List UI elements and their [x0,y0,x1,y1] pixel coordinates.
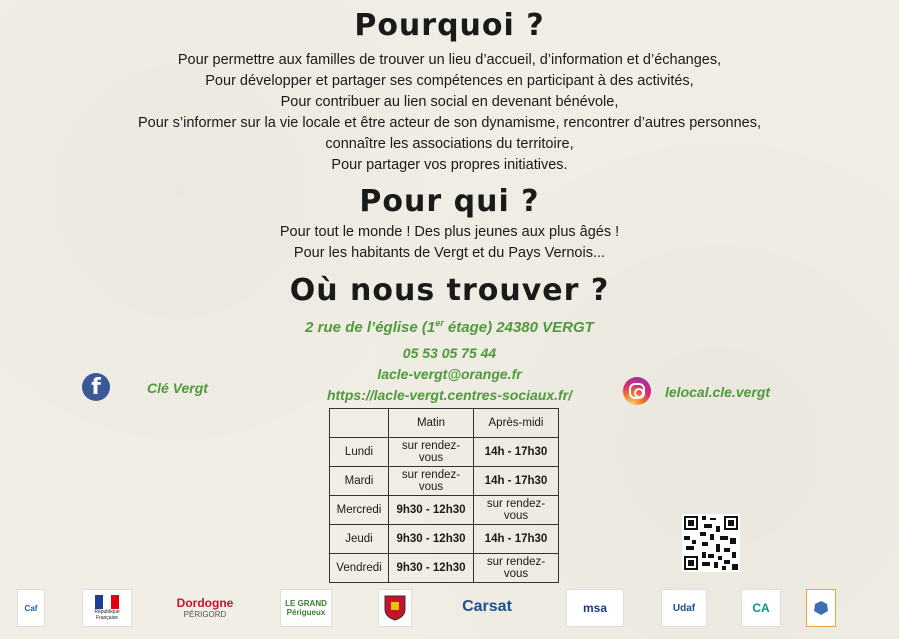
republique-flag-icon [95,595,119,609]
day-cell: Mercredi [330,496,389,525]
grand-perigueux-logo [280,589,332,627]
instagram-icon[interactable] [623,377,651,405]
hours-table [329,408,559,583]
pourqui-line: Pour tout le monde ! Des plus jeunes aux plus âgés ! [279,224,620,240]
facebook-icon[interactable]: f [82,373,110,401]
aprem-cell: sur rendez-vous [474,554,559,583]
website-link[interactable]: https://lacle-vergt.centres-sociaux.fr/ [326,387,573,403]
address-part: étage) 24380 VERGT [443,319,594,336]
dordogne-logo [166,589,244,625]
matin-cell: 9h30 - 12h30 [389,525,474,554]
pourquoi-line: Pour s’informer sur la vie locale et être acteur de son dynamisme, rencontrer d’autres personnes, [138,115,761,131]
table-row [330,554,559,583]
address [0,318,899,336]
aprem-cell: 14h - 17h30 [474,467,559,496]
table-row [330,525,559,554]
email-link[interactable]: lacle-vergt@orange.fr [377,366,522,382]
table-header-cell: Matin [389,409,474,438]
perigord-logo-text: PÉRIGORD [183,609,227,619]
day-cell: Lundi [330,438,389,467]
instagram-dot [634,388,644,398]
instagram-name[interactable]: lelocal.cle.vergt [665,384,771,400]
pourquoi-title: Pourquoi ? [354,8,545,43]
pourqui-text [0,222,899,264]
credit-agricole-logo [741,589,781,627]
address-sup: er [435,318,444,328]
pourquoi-line: Pour permettre aux familles de trouver un lieu d’accueil, d’information et d’échanges, [177,52,722,68]
dordogne-logo-text: Dordogne [176,595,234,610]
trouver-title: Où nous trouver ? [289,273,610,308]
aprem-cell: sur rendez-vous [474,496,559,525]
republique-logo-text: République Française [94,609,120,621]
caf-logo [17,589,45,627]
day-cell: Mardi [330,467,389,496]
vergt-crest-icon [378,589,412,627]
facebook-name[interactable]: Clé Vergt [147,380,208,396]
aprem-cell: 14h - 17h30 [474,525,559,554]
address-part: 2 rue de l’église (1 [305,319,436,336]
carsat-logo [449,589,525,625]
carsat-logo-text: Carsat [462,598,512,615]
qr-code-graphic [682,514,740,572]
day-cell: Jeudi [330,525,389,554]
caf-logo-text: Caf [24,603,38,613]
table-row [330,438,559,467]
pourquoi-line: Pour contribuer au lien social en devenant bénévole, [280,94,619,110]
matin-cell: sur rendez-vous [389,438,474,467]
pourqui-line: Pour les habitants de Vergt et du Pays Vernois... [293,245,606,261]
pourqui-title: Pour qui ? [359,184,540,219]
pourquoi-line: Pour partager vos propres initiatives. [331,157,568,173]
pourquoi-line: Pour développer et partager ses compétences en participant à des activités, [205,73,694,89]
day-cell: Vendredi [330,554,389,583]
msa-logo [566,589,624,627]
udaf-logo [661,589,707,627]
credit-agricole-logo-text: CA [752,601,770,615]
region-map-icon [812,599,830,617]
pourquoi-line: connaître les associations du territoire, [325,136,574,152]
republique-logo [82,589,132,627]
shield-icon [384,595,406,621]
msa-logo-text: msa [582,601,608,615]
phone[interactable]: 05 53 05 75 44 [402,345,497,361]
matin-cell: sur rendez-vous [389,467,474,496]
aprem-cell: 14h - 17h30 [474,438,559,467]
region-badge-icon [806,589,836,627]
pourquoi-text [0,50,899,176]
table-header-cell: Après-midi [474,409,559,438]
grand-perigueux-logo-text: LE GRAND Périgueux [285,599,327,617]
trouver-section [0,273,899,308]
pourquoi-section [0,8,899,43]
matin-cell: 9h30 - 12h30 [389,554,474,583]
table-row [330,467,559,496]
udaf-logo-text: Udaf [672,602,696,614]
pourqui-section [0,184,899,219]
matin-cell: 9h30 - 12h30 [389,496,474,525]
table-header-row [330,409,559,438]
qr-code-icon[interactable] [682,514,740,572]
table-header-cell [330,409,389,438]
table-row [330,496,559,525]
